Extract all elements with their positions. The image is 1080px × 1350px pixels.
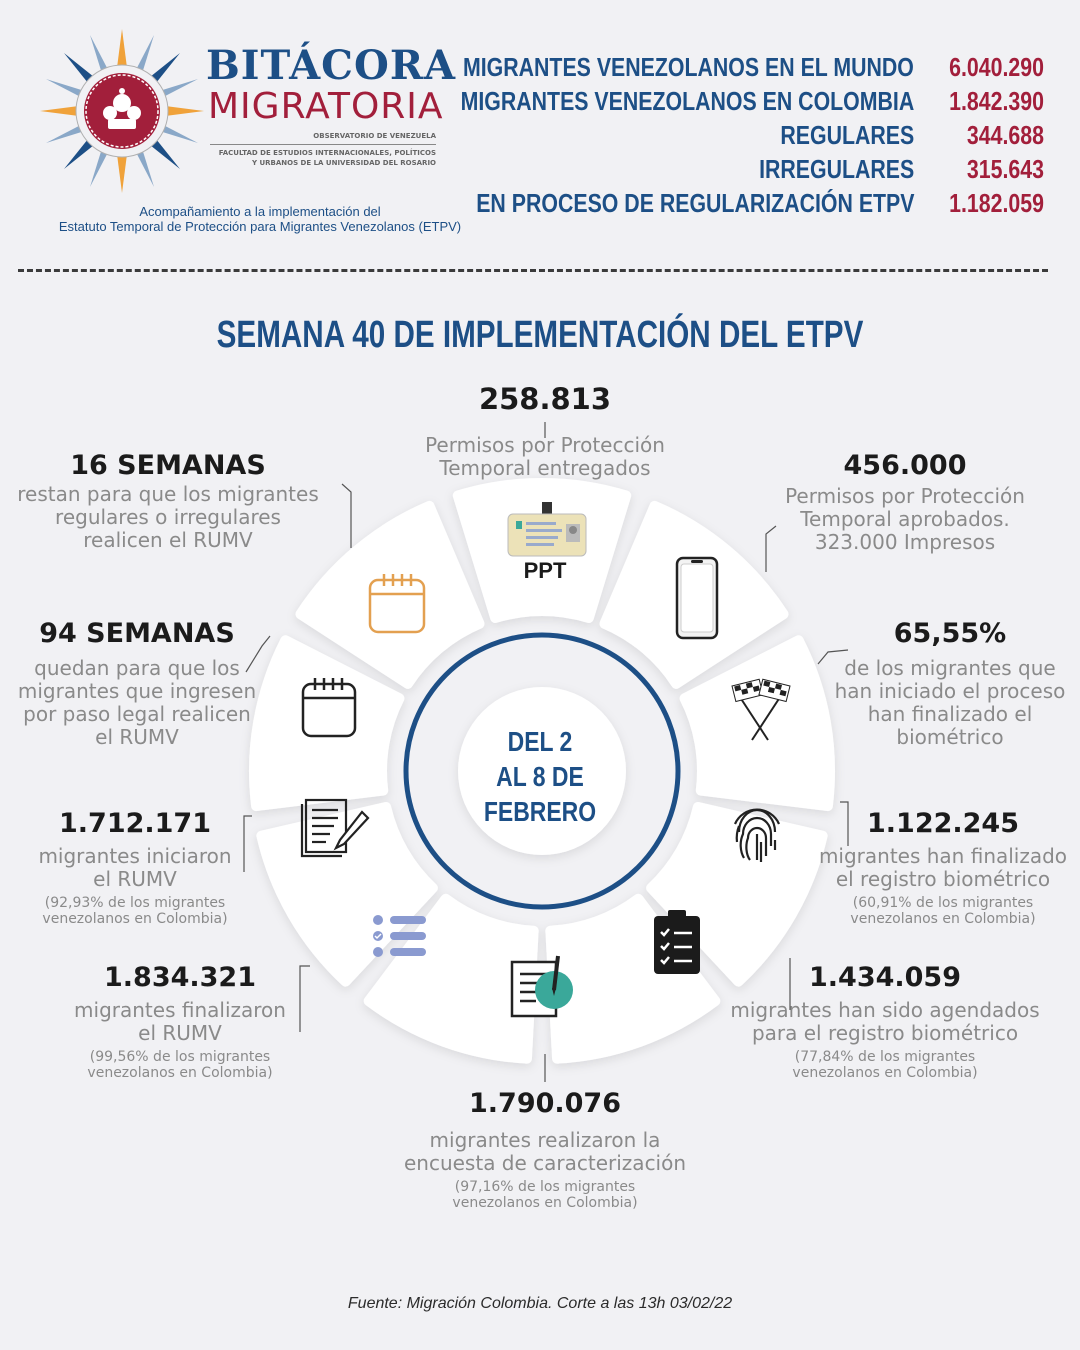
stat-note-line: (99,56% de los migrantes — [89, 1049, 271, 1065]
stat-description-line: migrantes iniciaron — [38, 844, 232, 868]
week-title: SEMANA 40 DE IMPLEMENTACIÓN DEL ETPV — [216, 314, 864, 356]
stat-description-line: Permisos por Protección — [425, 433, 665, 457]
stat-note-line: venezolanos en Colombia) — [42, 911, 228, 927]
stat-note-line: (97,16% de los migrantes — [454, 1179, 636, 1195]
stat-note — [0, 895, 270, 927]
stat-description — [808, 845, 1078, 891]
brand-observatory: OBSERVATORIO DE VENEZUELA — [313, 132, 436, 140]
stat-description-line: encuesta de caracterización — [403, 1151, 687, 1175]
checklist-icon — [373, 915, 426, 957]
stat-number: 1.834.321 — [103, 962, 257, 993]
stat-note — [720, 1049, 1050, 1081]
stat-number: 65,55% — [893, 618, 1007, 649]
stat-number: 1.434.059 — [808, 962, 962, 993]
item-ppt-approved — [770, 450, 1040, 554]
item-rumv-started — [0, 808, 270, 927]
center-date-line1: DEL 2 — [507, 726, 573, 757]
stat-label: MIGRANTES VENEZOLANOS EN COLOMBIA — [460, 86, 914, 116]
item-biometric-pct — [830, 618, 1070, 749]
stat-description-line: el registro biométrico — [835, 867, 1051, 891]
stat-description-line: de los migrantes que — [844, 656, 1056, 680]
stat-description-line: Permisos por Protección — [785, 484, 1025, 508]
stat-description — [720, 999, 1050, 1045]
stat-description-line: migrantes han finalizado — [818, 844, 1068, 868]
stat-value: 6.040.290 — [949, 52, 1044, 82]
stat-description-line: Temporal entregados — [439, 456, 651, 480]
stat-label: REGULARES — [780, 120, 914, 150]
stat-note — [808, 895, 1078, 927]
stat-note-line: venezolanos en Colombia) — [792, 1065, 978, 1081]
brand-subtitle: MIGRATORIA — [208, 86, 444, 127]
tagline-line1: Acompañamiento a la implementación del — [139, 204, 381, 219]
stat-note-line: (60,91% de los migrantes — [852, 895, 1034, 911]
stat-description-line: el RUMV — [93, 867, 177, 891]
stat-description-line: migrantes realizaron la — [429, 1128, 661, 1152]
center-date — [483, 724, 598, 829]
source-note: Fuente: Migración Colombia. Corte a las 13h 03/02/22 — [347, 1295, 733, 1312]
stat-description-line: regulares o irregulares — [55, 505, 281, 529]
stat-description — [770, 485, 1040, 554]
stat-value: 1.182.059 — [949, 188, 1044, 218]
stat-number: 1.790.076 — [468, 1088, 622, 1119]
connector-line — [342, 484, 351, 548]
smartphone-icon — [677, 558, 717, 638]
stat-description-line: realicen el RUMV — [83, 528, 253, 552]
item-survey — [380, 1088, 710, 1211]
stat-value: 315.643 — [966, 154, 1044, 184]
stat-value: 344.688 — [966, 120, 1044, 150]
stat-description-line: el RUMV — [95, 725, 179, 749]
item-weeks-94 — [0, 618, 274, 749]
stat-number: 94 SEMANAS — [39, 618, 235, 649]
stat-note — [380, 1179, 710, 1211]
stat-description-line: migrantes que ingresen — [17, 679, 257, 703]
clipboard-checklist-icon — [654, 910, 700, 974]
item-weeks-16 — [0, 450, 336, 552]
brand-faculty-line1: FACULTAD DE ESTUDIOS INTERNACIONALES, POLÍTICOS — [218, 149, 436, 157]
stat-note-line: (92,93% de los migrantes — [44, 895, 226, 911]
stat-description-line: han finalizado el — [867, 702, 1033, 726]
item-ppt-delivered — [395, 382, 695, 480]
ppt-label: PPT — [523, 558, 567, 583]
center-date-line2: AL 8 DE — [496, 761, 584, 792]
stat-note-line: venezolanos en Colombia) — [452, 1195, 638, 1211]
stat-description-line: 323.000 Impresos — [814, 530, 996, 554]
stat-number: 1.712.171 — [58, 808, 212, 839]
stat-description — [395, 434, 695, 480]
stat-note — [50, 1049, 310, 1081]
stat-description — [380, 1129, 710, 1175]
stat-number: 16 SEMANAS — [70, 450, 266, 481]
stat-number: 456.000 — [843, 450, 967, 481]
stat-description — [50, 999, 310, 1045]
stat-description-line: migrantes finalizaron — [74, 998, 286, 1022]
brand-title: BITÁCORA — [206, 42, 457, 89]
stat-value: 1.842.390 — [949, 86, 1044, 116]
stat-number: 1.122.245 — [866, 808, 1020, 839]
stat-description-line: restan para que los migrantes — [17, 482, 319, 506]
stat-description — [0, 845, 270, 891]
item-rumv-finished — [50, 962, 310, 1081]
stat-note-line: (77,84% de los migrantes — [794, 1049, 976, 1065]
stat-description — [830, 657, 1070, 749]
stat-description-line: migrantes han sido agendados — [730, 998, 1040, 1022]
stat-description-line: el RUMV — [138, 1021, 222, 1045]
stat-description — [0, 657, 274, 749]
stat-description-line: biométrico — [896, 725, 1004, 749]
center-date-line3: FEBRERO — [483, 796, 597, 827]
brand-faculty-line2: Y URBANOS DE LA UNIVERSIDAD DEL ROSARIO — [251, 159, 436, 167]
stat-description-line: quedan para que los — [34, 656, 240, 680]
stat-label: IRREGULARES — [758, 154, 914, 184]
stat-description — [0, 483, 336, 552]
tagline-line2: Estatuto Temporal de Protección para Migrantes Venezolanos (ETPV) — [58, 219, 462, 234]
stat-number: 258.813 — [478, 382, 612, 416]
item-biometric-scheduled — [720, 962, 1050, 1081]
item-biometric-finished — [808, 808, 1078, 927]
stat-description-line: para el registro biométrico — [751, 1021, 1019, 1045]
stat-label: MIGRANTES VENEZOLANOS EN EL MUNDO — [463, 52, 914, 82]
stat-label: EN PROCESO DE REGULARIZACIÓN ETPV — [475, 188, 914, 218]
stat-note-line: venezolanos en Colombia) — [87, 1065, 273, 1081]
stat-description-line: por paso legal realicen — [23, 702, 251, 726]
stat-description-line: han iniciado el proceso — [834, 679, 1066, 703]
stat-note-line: venezolanos en Colombia) — [850, 911, 1036, 927]
stat-description-line: Temporal aprobados. — [800, 507, 1010, 531]
